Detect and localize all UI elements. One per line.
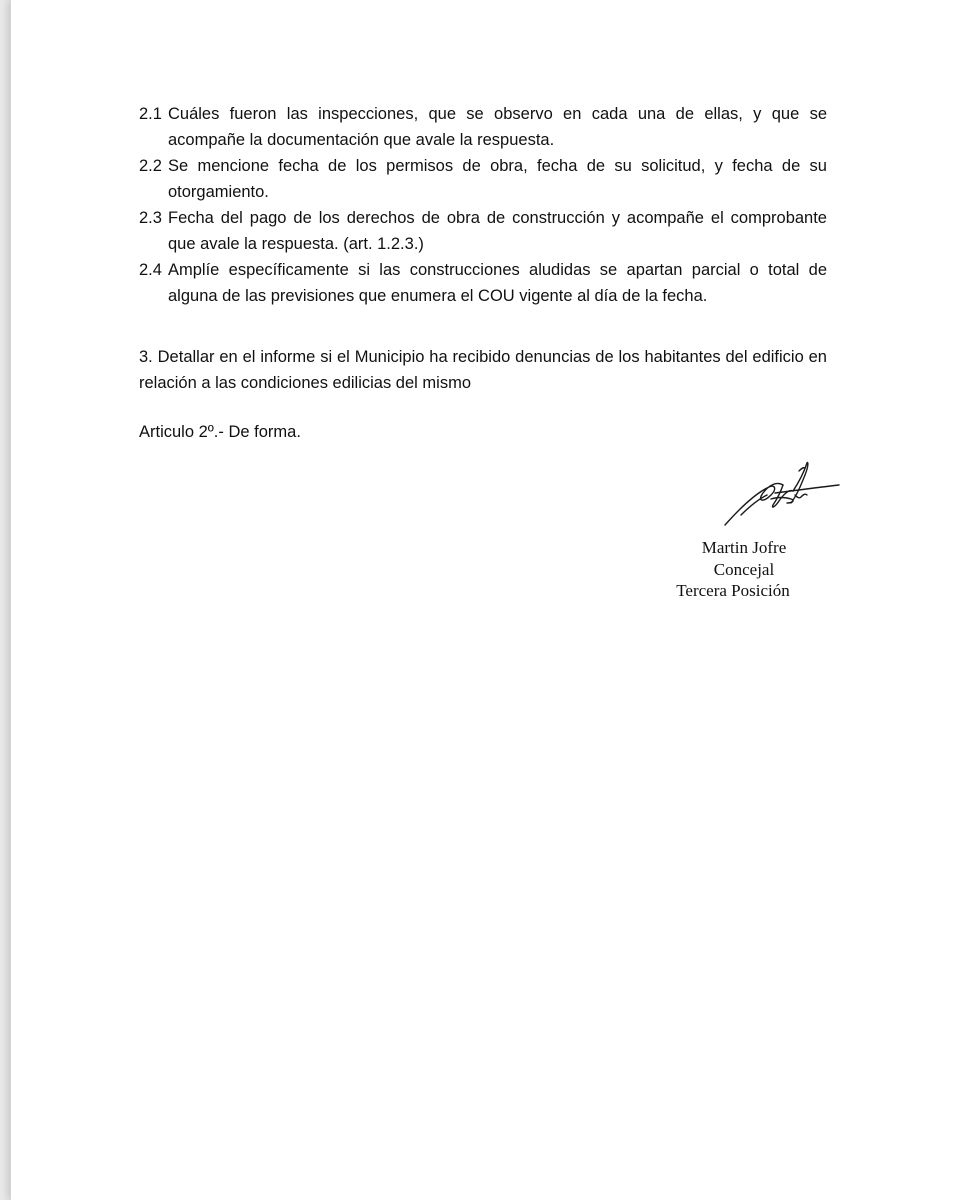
item-text: Cuáles fueron las inspecciones, que se observo en cada una de ellas, y que se acompañe la documentación que avale la respuesta. bbox=[168, 105, 827, 149]
item-number: 2.3 bbox=[139, 209, 162, 227]
document-body bbox=[139, 101, 827, 445]
signature-block bbox=[587, 537, 827, 602]
item-text: Amplíe específicamente si las construcciones aludidas se apartan parcial o total de alguna de las previsiones que enumera el COU vigente al día de la fecha. bbox=[168, 261, 827, 305]
point-3-paragraph: 3. Detallar en el informe si el Municipio ha recibido denuncias de los habitantes del edificio en relación a las condiciones edilicias del mismo bbox=[139, 348, 827, 392]
item-number: 2.2 bbox=[139, 157, 162, 175]
item-number: 2.1 bbox=[139, 105, 162, 123]
article-2-line: Articulo 2º.- De forma. bbox=[139, 423, 301, 441]
list-item bbox=[139, 101, 827, 153]
item-text: Fecha del pago de los derechos de obra de construcción y acompañe el comprobante que avale la respuesta. (art. 1.2.3.) bbox=[168, 209, 827, 253]
list-item bbox=[139, 257, 827, 309]
signatory-role: Concejal bbox=[713, 559, 775, 579]
list-item bbox=[139, 205, 827, 257]
signatory-party: Tercera Posición bbox=[676, 581, 790, 600]
item-text: Se mencione fecha de los permisos de obra, fecha de su solicitud, y fecha de su otorgamiento. bbox=[168, 157, 827, 201]
item-number: 2.4 bbox=[139, 261, 162, 279]
signatory-name: Martin Jofre bbox=[701, 538, 787, 557]
document-page bbox=[10, 0, 965, 1200]
list-item bbox=[139, 153, 827, 205]
handwritten-signature bbox=[711, 455, 846, 535]
